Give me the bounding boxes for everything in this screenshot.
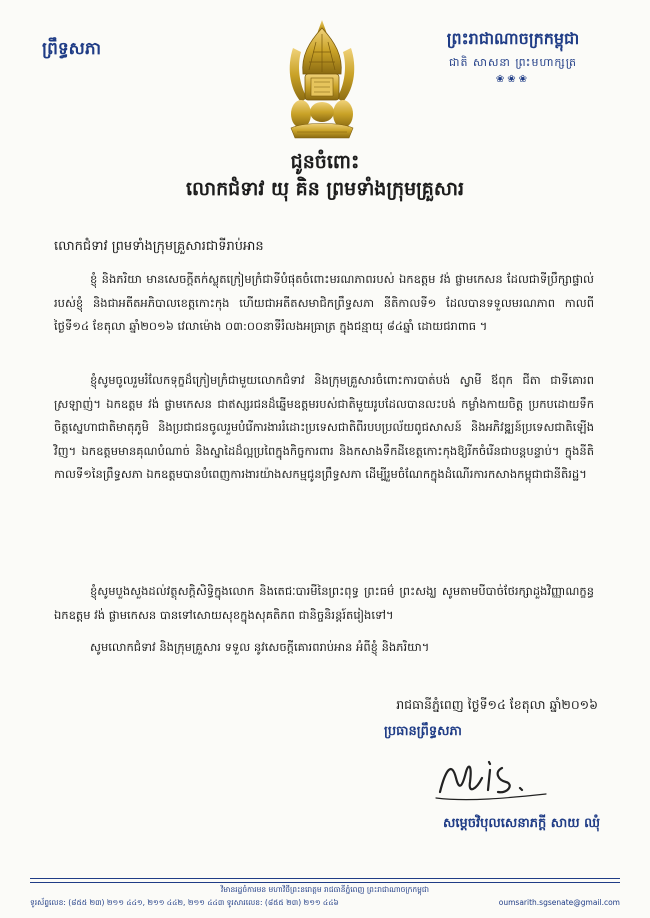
footer-email-link[interactable]: oumsarith.sgsenate@gmail.com (498, 898, 620, 907)
paragraph-condolence: ខ្ញុំ និងភរិយា មានសេចក្ដីតក់ស្លុតក្រៀមក្រំជាទីបំផុតចំពោះមរណភាពរបស់ ឯកឧត្ដម វង់ ផ្លាមកេសន ដែលជាទីប្រឹក្សាផ្ទាល់របស់ខ្ញុំ និងជាអតីតអភិបាលខេត្តកោះកុង ហើយជាអតីតសមាជិកព្រឹទ្ធសភា នីតិកាលទី១ ដែលបានទទួលមរណភាព កាលពីថ្ងៃទី១៤ ខែតុលា ឆ្នាំ២០១៦ វេលាម៉ោង ០៣:០០នាទីរំលងអធ្រាត្រ ក្នុងជន្មាយុ ៨៤ឆ្នាំ ដោយជរាពាធ ។ (54, 272, 594, 333)
date-line: រាជធានីភ្នំពេញ ថ្ងៃទី១៤ ខែតុលា ឆ្នាំ២០១៦ (396, 697, 598, 712)
kingdom-name: ព្រះរាជាណាចក្រកម្ពុជា (446, 29, 580, 48)
footer-contact (30, 898, 620, 909)
footer-divider (30, 878, 620, 883)
recipient-title: ជូនចំពោះ (290, 151, 360, 173)
kingdom-header (418, 28, 608, 85)
national-motto: ជាតិ សាសនា ព្រះមហាក្សត្រ (449, 56, 577, 69)
senate-label: ព្រឹទ្ធសភា (42, 39, 102, 59)
salutation: លោកជំទាវ ព្រមទាំងក្រុមគ្រួសារជាទីរាប់អាន (54, 239, 264, 254)
signatory-title: ប្រធានព្រឹទ្ធសភា (384, 724, 462, 739)
paragraph-tribute: ខ្ញុំសូមចូលរួមរំលែកទុក្ខដ៏ក្រៀមក្រំជាមួយលោកជំទាវ និងក្រុមគ្រួសារចំពោះការបាត់បង់ ស្វាមី ឪពុក ជីតា ជាទីគោរពស្រឡាញ់។ ឯកឧត្ដម វង់ ផ្លាមកេសន ជាឥស្សរជនដ៏ឆ្នើមឧត្តមរបស់ជាតិមួយរូបដែលបានលះបង់ កម្លាំងកាយចិត្ត ប្រកបដោយទឹកចិត្តស្នេហាជាតិមាតុភូមិ និងប្រជាជនចូលរួមបំរើការងាររំដោះប្រទេសជាតិពីរបបប្រល័យពូជសាសន៍ និងអភិវឌ្ឍន៍ប្រទេសជាតិឡើងវិញ។ ឯកឧត្ដមមានគុណបំណាច់ និងស្នាដៃដ៏ល្អប្រពៃក្នុងកិច្ចការពារ និងកសាងទឹកដីខេត្តកោះកុងឱ្យរីកចំរើនជាបន្តបន្ទាប់។ ក្នុងនីតិកាលទី១នៃព្រឹទ្ធសភា ឯកឧត្ដមបានបំពេញការងារយ៉ាងសកម្មជូនព្រឹទ្ធសភា ដើម្បីរួមចំណែកក្នុងដំណើរការកសាងកម្ពុជាជានីតិរដ្ឋ។ (54, 373, 594, 481)
paragraph-closing: សូមលោកជំទាវ និងក្រុមគ្រួសារ ទទួល នូវសេចក្ដីគោរពរាប់អាន អំពីខ្ញុំ និងភរិយា។ (90, 640, 430, 654)
footer-address: វិមានរដ្ឋចំការមន មហាវិថីព្រះនរោត្តម រាជធានីភ្នំពេញ ព្រះរាជាណាចក្រកម្ពុជា (220, 885, 430, 894)
paragraph-prayer: ខ្ញុំសូមបួងសួងដល់វត្ថុសក្តិសិទ្ធិក្នុងលោក និងតេជៈបារមីនៃព្រះពុទ្ធ ព្រះធម៌ ព្រះសង្ឃ សូមតាមបីបាច់ថែរក្សាដួងវិញ្ញាណក្ខន្ធ ឯកឧត្ដម វង់ ផ្លាមកេសន បានទៅសោយសុខក្នុងសុគតិភព ជានិច្ចនិរន្តរ៍តរៀងទៅ។ (54, 584, 594, 622)
footer-phone: ទូរស័ព្ទលេខ: (៨៥៥ ២៣) ២១១ ៤៤១, ២១១ ៤៤២, ២១១ ៤៤៣ ទូរសារលេខ: (៨៥៥ ២៣) ២១១ ៤៤៦ (30, 898, 339, 907)
handwritten-signature (428, 748, 558, 808)
recipient-name: លោកជំទាវ យុ គិន ព្រមទាំងក្រុមគ្រួសារ (185, 178, 465, 200)
royal-emblem-icon (283, 18, 361, 142)
signatory-name: សម្ដេចវិបុលសេនាភក្ដី សាយ ឈុំ (443, 816, 600, 831)
ornament-divider: ❀❀❀ (495, 74, 531, 85)
